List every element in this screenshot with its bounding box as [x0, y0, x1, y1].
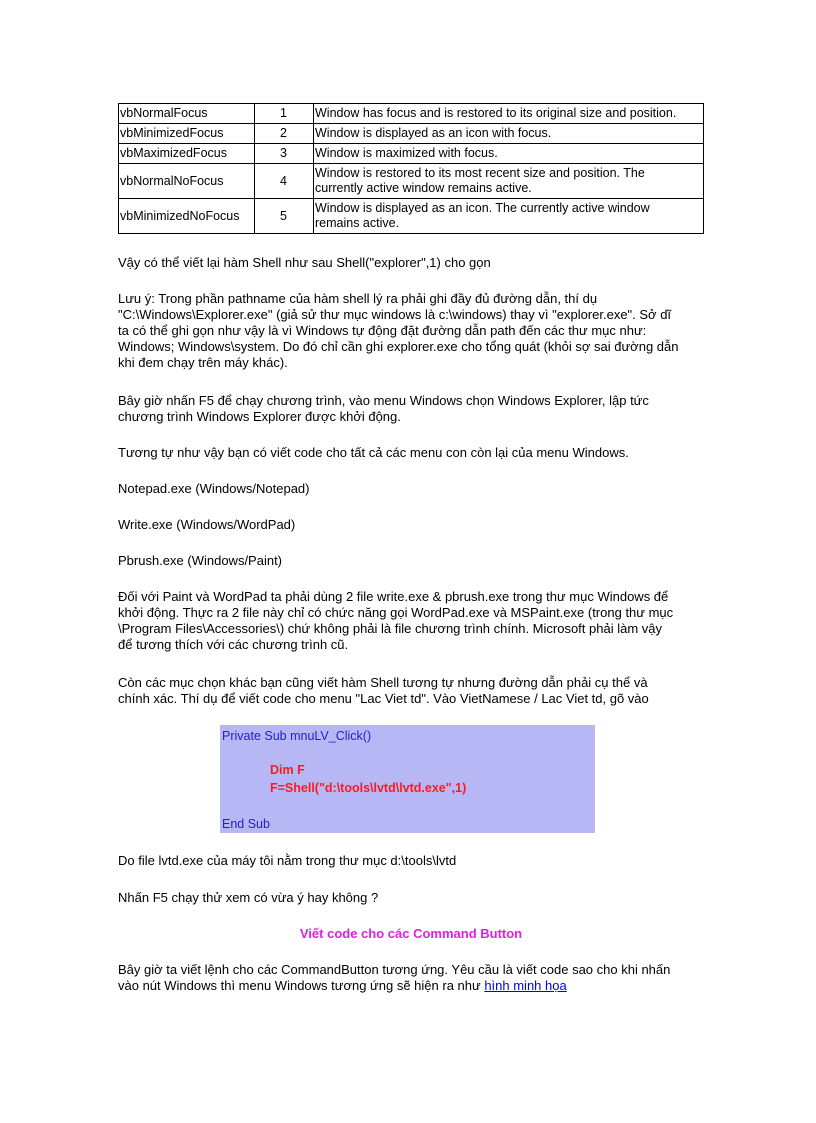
text-line: ta có thể ghi gọn như vậy là vì Windows tự động đặt đường dẫn path đến các thư mục như: — [118, 323, 647, 338]
text-line: \Program Files\Accessories\) chứ không phải là file chương trình chính. Microsoft phải làm vậy — [118, 621, 662, 636]
constant-name: vbNormalFocus — [119, 104, 255, 124]
paragraph-write: Write.exe (Windows/WordPad) — [118, 517, 296, 532]
constant-value: 2 — [255, 124, 314, 144]
paragraph-pathname-note — [118, 291, 704, 371]
code-block — [220, 725, 595, 833]
text-line: Bây giờ nhấn F5 để chạy chương trình, vào menu Windows chọn Windows Explorer, lập tức — [118, 393, 649, 408]
constant-value: 3 — [255, 144, 314, 164]
constant-name: vbMinimizedFocus — [119, 124, 255, 144]
constant-description: Window is displayed as an icon with focus. — [314, 124, 704, 144]
window-style-table — [118, 103, 704, 234]
table-row — [119, 124, 704, 144]
text-line: khởi động. Thực ra 2 file này chỉ có chức năng gọi WordPad.exe và MSPaint.exe (trong thư mục — [118, 605, 674, 620]
constant-description: Window is maximized with focus. — [314, 144, 704, 164]
table-row — [119, 104, 704, 124]
paragraph-shell-short: Vậy có thể viết lại hàm Shell như sau Shell("explorer",1) cho gọn — [118, 255, 491, 270]
constant-description — [314, 164, 704, 199]
code-line: End Sub — [222, 817, 270, 831]
paragraph-run-f5 — [118, 393, 704, 425]
paragraph-notepad: Notepad.exe (Windows/Notepad) — [118, 481, 310, 496]
paragraph-paint-wordpad — [118, 589, 704, 653]
code-line: Private Sub mnuLV_Click() — [222, 729, 372, 743]
constant-name: vbMaximizedFocus — [119, 144, 255, 164]
paragraph-try-f5: Nhấn F5 chạy thử xem có vừa ý hay không ? — [118, 890, 379, 905]
constant-description — [314, 199, 704, 234]
paragraph-lac-viet — [118, 675, 704, 707]
table-row — [119, 164, 704, 199]
table-row — [119, 199, 704, 234]
description-line: Window is restored to its most recent size and position. The — [315, 166, 645, 180]
code-line: F=Shell("d:\tools\lvtd\lvtd.exe",1) — [270, 781, 467, 795]
description-line: currently active window remains active. — [315, 181, 532, 195]
text-line: Bây giờ ta viết lệnh cho các CommandButton tương ứng. Yêu cầu là viết code sao cho khi nhấn — [118, 962, 671, 977]
paragraph-lvtd-location: Do file lvtd.exe của máy tôi nằm trong thư mục d:\tools\lvtd — [118, 853, 457, 868]
constant-value: 1 — [255, 104, 314, 124]
description-line: Window is displayed as an icon. The currently active window — [315, 201, 650, 215]
text-line: Lưu ý: Trong phần pathname của hàm shell lý ra phải ghi đầy đủ đường dẫn, thí dụ — [118, 291, 598, 306]
constant-description: Window has focus and is restored to its original size and position. — [314, 104, 704, 124]
constant-value: 5 — [255, 199, 314, 234]
section-heading: Viết code cho các Command Button — [299, 926, 523, 941]
paragraph-command-button — [118, 962, 704, 994]
text-line: "C:\Windows\Explorer.exe" (giả sử thư mục windows là c:\windows) thay vì "explorer.exe". Sở dĩ — [118, 307, 672, 322]
text-line: để tương thích với các chương trình cũ. — [118, 637, 349, 652]
description-line: remains active. — [315, 216, 400, 230]
text-line: Đối với Paint và WordPad ta phải dùng 2 file write.exe & pbrush.exe trong thư mục Windows để — [118, 589, 669, 604]
text-line: khi đem chạy trên máy khác). — [118, 355, 288, 370]
text-line: chính xác. Thí dụ để viết code cho menu "Lac Viet td". Vào VietNamese / Lac Viet td, gõ vào — [118, 691, 649, 706]
text-line: vào nút Windows thì menu Windows tương ứng sẽ hiện ra như — [118, 978, 485, 993]
constant-name: vbMinimizedNoFocus — [119, 199, 255, 234]
illustration-link[interactable]: hình minh họa — [484, 978, 567, 993]
constant-value: 4 — [255, 164, 314, 199]
table-row — [119, 144, 704, 164]
code-line: Dim F — [270, 763, 305, 777]
paragraph-similar: Tương tự như vậy bạn có viết code cho tất cả các menu con còn lại của menu Windows. — [118, 445, 629, 460]
constant-name: vbNormalNoFocus — [119, 164, 255, 199]
paragraph-pbrush: Pbrush.exe (Windows/Paint) — [118, 553, 283, 568]
text-line: Còn các mục chọn khác bạn cũng viết hàm Shell tương tự nhưng đường dẫn phải cụ thể và — [118, 675, 648, 690]
text-line: chương trình Windows Explorer được khởi động. — [118, 409, 401, 424]
text-line: Windows; Windows\system. Do đó chỉ cần ghi explorer.exe cho tổng quát (khỏi sợ sai đường dẫn — [118, 339, 679, 354]
